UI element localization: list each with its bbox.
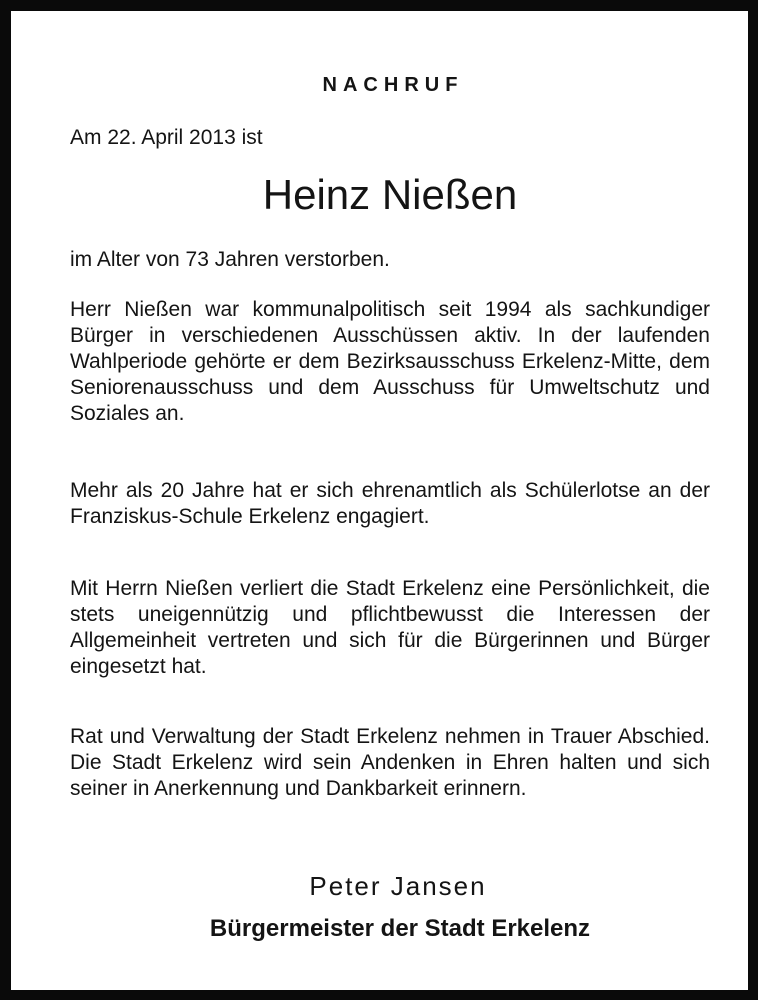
death-date-line: Am 22. April 2013 ist	[70, 126, 263, 149]
age-line: im Alter von 73 Jahren verstorben.	[70, 248, 390, 271]
signer-name: Peter Jansen	[309, 871, 487, 901]
paragraph-political-career: Herr Nießen war kommunalpolitisch seit 1994 als sachkundiger Bürger in verschiedenen Ausschüssen aktiv. In der laufenden Wahlperiode gehörte er dem Bezirksausschuss Erkelenz-Mitte, dem Seniorenausschuss und dem Ausschuss für Umweltschutz und Soziales an.	[70, 298, 710, 425]
deceased-name: Heinz Nießen	[262, 171, 518, 218]
paragraph-personality: Mit Herrn Nießen verliert die Stadt Erkelenz eine Persönlichkeit, die stets uneigennützig und pflichtbewusst die Interessen der Allgemeinheit vertreten und sich für die Bürgerinnen und Bürger eingesetzt hat.	[70, 577, 710, 678]
paragraph-farewell: Rat und Verwaltung der Stadt Erkelenz nehmen in Trauer Abschied. Die Stadt Erkelenz wird sein Andenken in Ehren halten und sich seiner in Anerkennung und Dankbarkeit erinnern.	[70, 725, 710, 800]
paragraph-volunteer-work: Mehr als 20 Jahre hat er sich ehrenamtlich als Schülerlotse an der Franziskus-Schule Erkelenz engagiert.	[70, 479, 710, 528]
obituary-heading: NACHRUF	[322, 74, 464, 96]
signer-title: Bürgermeister der Stadt Erkelenz	[209, 915, 591, 942]
